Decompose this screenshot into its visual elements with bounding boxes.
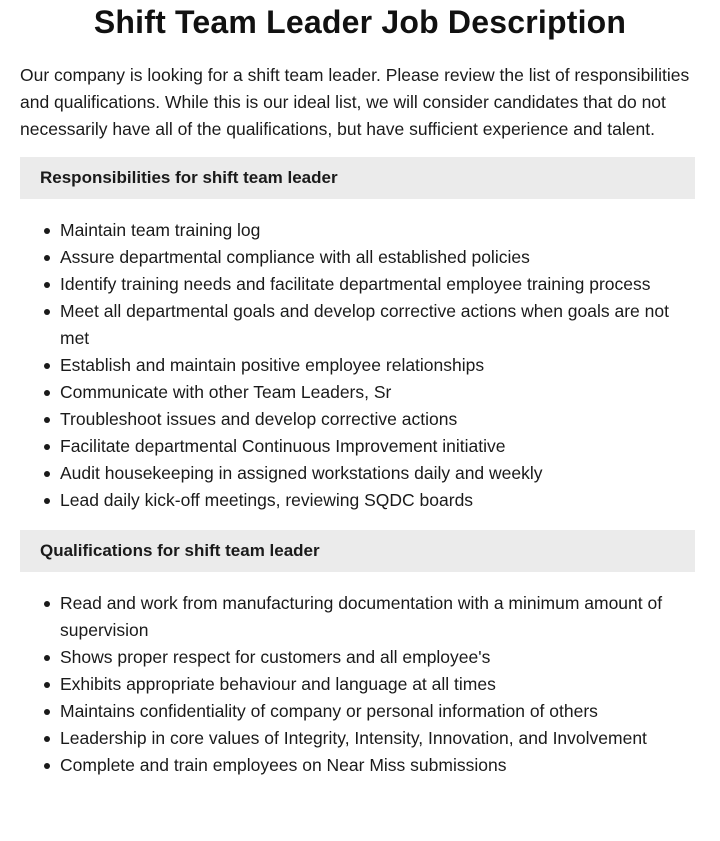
list-item: Lead daily kick-off meetings, reviewing SQDC boards [60,487,695,514]
responsibilities-heading: Responsibilities for shift team leader [20,157,695,199]
list-item: Complete and train employees on Near Miss submissions [60,752,695,779]
list-item: Maintains confidentiality of company or personal information of others [60,698,695,725]
qualifications-heading: Qualifications for shift team leader [20,530,695,572]
list-item: Shows proper respect for customers and all employee's [60,644,695,671]
list-item: Leadership in core values of Integrity, Intensity, Innovation, and Involvement [60,725,695,752]
list-item: Communicate with other Team Leaders, Sr [60,379,695,406]
qualifications-list [20,590,695,779]
list-item: Assure departmental compliance with all established policies [60,244,695,271]
responsibilities-list [20,217,695,514]
list-item: Facilitate departmental Continuous Improvement initiative [60,433,695,460]
page-title: Shift Team Leader Job Description [93,4,627,40]
list-item: Maintain team training log [60,217,695,244]
list-item: Read and work from manufacturing documentation with a minimum amount of supervision [60,590,695,644]
list-item: Establish and maintain positive employee relationships [60,352,695,379]
list-item: Meet all departmental goals and develop corrective actions when goals are not met [60,298,695,352]
list-item: Troubleshoot issues and develop corrective actions [60,406,695,433]
list-item: Audit housekeeping in assigned workstations daily and weekly [60,460,695,487]
list-item: Exhibits appropriate behaviour and language at all times [60,671,695,698]
intro-paragraph: Our company is looking for a shift team leader. Please review the list of responsibilities and qualifications. While this is our ideal list, we will consider candidates that do not necessarily have all of the qualifications, but have sufficient experience and talent. [20,65,690,139]
list-item: Identify training needs and facilitate departmental employee training process [60,271,695,298]
